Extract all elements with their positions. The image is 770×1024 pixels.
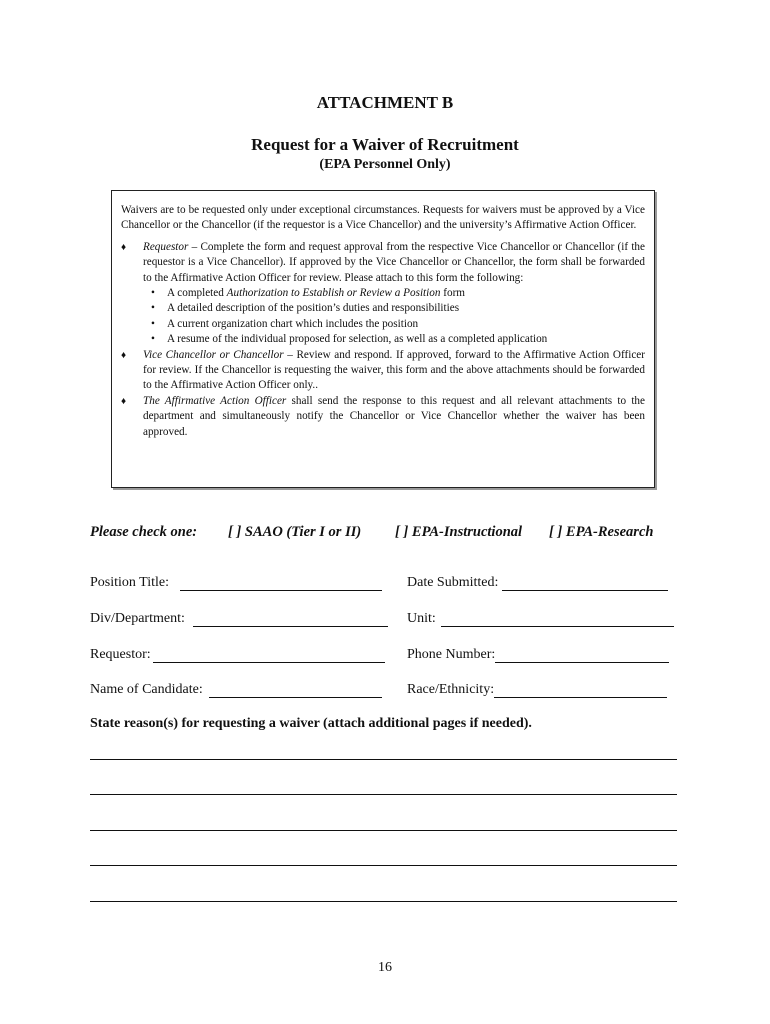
requestor-input[interactable] <box>153 648 385 663</box>
dot-bullet-icon: • <box>151 317 155 330</box>
attachment-item <box>121 286 645 301</box>
position-title-input[interactable] <box>180 576 382 591</box>
date-submitted-field <box>407 575 668 591</box>
reason-line-5[interactable] <box>90 901 677 902</box>
unit-input[interactable] <box>441 612 674 627</box>
dot-bullet-icon: • <box>151 302 155 315</box>
field-label: Requestor: <box>90 647 151 662</box>
dot-bullet-icon: • <box>151 287 155 300</box>
page-title: Request for a Waiver of Recruitment <box>251 135 519 154</box>
phone-number-field <box>407 647 669 663</box>
page-number: 16 <box>378 960 392 975</box>
diamond-bullet-icon: ♦ <box>121 241 127 253</box>
step-role: Vice Chancellor or Chancellor <box>143 348 284 361</box>
reason-line-3[interactable] <box>90 830 677 831</box>
div-department-input[interactable] <box>193 612 388 627</box>
attachment-text: A completed <box>167 287 227 300</box>
intro-text: Waivers are to be requested only under exceptional circumstances. Requests for waivers must be approved by a Vice Chancellor or the Chancellor (if the requestor is a Vice Chancellor) and the university’s Affirmative Action Officer. <box>121 204 645 232</box>
race-ethnicity-field <box>407 682 667 698</box>
step-role: The Affirmative Action Officer <box>143 394 287 407</box>
attachment-item <box>121 317 645 332</box>
step-text: – Complete the form and request approval from the respective Vice Chancellor or Chancellor (if the requestor is a Vice Chancellor). If approved by the Vice Chancellor or Chancellor, the form shall be forwarded to the Affirmative Action Officer for review. Please attach to this form the following: <box>143 240 645 284</box>
requestor-field <box>90 647 385 663</box>
field-label: Race/Ethnicity: <box>407 682 495 697</box>
attachment-text: A current organization chart which includes the position <box>167 317 419 330</box>
reason-line-4[interactable] <box>90 865 677 866</box>
instructions-box <box>111 190 655 488</box>
phone-number-input[interactable] <box>495 648 669 663</box>
checkbox-epa-instructional[interactable]: [ ] EPA-Instructional <box>395 524 523 540</box>
candidate-name-field <box>90 682 382 698</box>
reason-label: State reason(s) for requesting a waiver (attach additional pages if needed). <box>90 716 532 731</box>
attachment-text: A resume of the individual proposed for selection, as well as a completed application <box>167 333 548 346</box>
step-requestor <box>121 240 645 286</box>
reason-line-1[interactable] <box>90 759 677 760</box>
attachment-text: A detailed description of the position’s duties and responsibilities <box>167 302 460 315</box>
diamond-bullet-icon: ♦ <box>121 395 127 407</box>
reason-line-2[interactable] <box>90 794 677 795</box>
unit-field <box>407 611 674 627</box>
step-role: Requestor <box>143 240 189 253</box>
dot-bullet-icon: • <box>151 333 155 346</box>
diamond-bullet-icon: ♦ <box>121 349 127 361</box>
checkbox-saao[interactable]: [ ] SAAO (Tier I or II) <box>228 524 362 540</box>
date-submitted-input[interactable] <box>502 576 668 591</box>
attachment-text: form <box>440 287 466 300</box>
field-label: Phone Number: <box>407 647 496 662</box>
attachment-item <box>121 332 645 347</box>
attachment-item <box>121 301 645 316</box>
position-title-field <box>90 575 382 591</box>
candidate-name-input[interactable] <box>209 683 382 698</box>
attachment-heading: ATTACHMENT B <box>316 93 454 112</box>
check-label: Please check one: <box>90 524 198 540</box>
attachment-form-name: Authorization to Establish or Review a Position <box>226 287 441 300</box>
div-department-field <box>90 611 388 627</box>
race-ethnicity-input[interactable] <box>494 683 667 698</box>
page-subtitle: (EPA Personnel Only) <box>319 157 451 172</box>
field-label: Div/Department: <box>90 611 185 626</box>
step-text: – Review and respond. If approved, forward to the Affirmative Action Officer for review. If the Chancellor is requesting the waiver, this form and the above attachments should be forwarded to the Affirmative Action Officer only.. <box>143 348 645 392</box>
step-vice-chancellor <box>121 348 645 394</box>
step-affirmative-action <box>121 394 645 440</box>
field-label: Position Title: <box>90 575 169 590</box>
field-label: Name of Candidate: <box>90 682 203 697</box>
checkbox-epa-research[interactable]: [ ] EPA-Research <box>549 524 654 540</box>
step-text: shall send the response to this request and all relevant attachments to the department and simultaneously notify the Chancellor or Vice Chancellor whether the waiver has been approved. <box>143 394 645 438</box>
field-label: Unit: <box>407 611 436 626</box>
field-label: Date Submitted: <box>407 575 499 590</box>
